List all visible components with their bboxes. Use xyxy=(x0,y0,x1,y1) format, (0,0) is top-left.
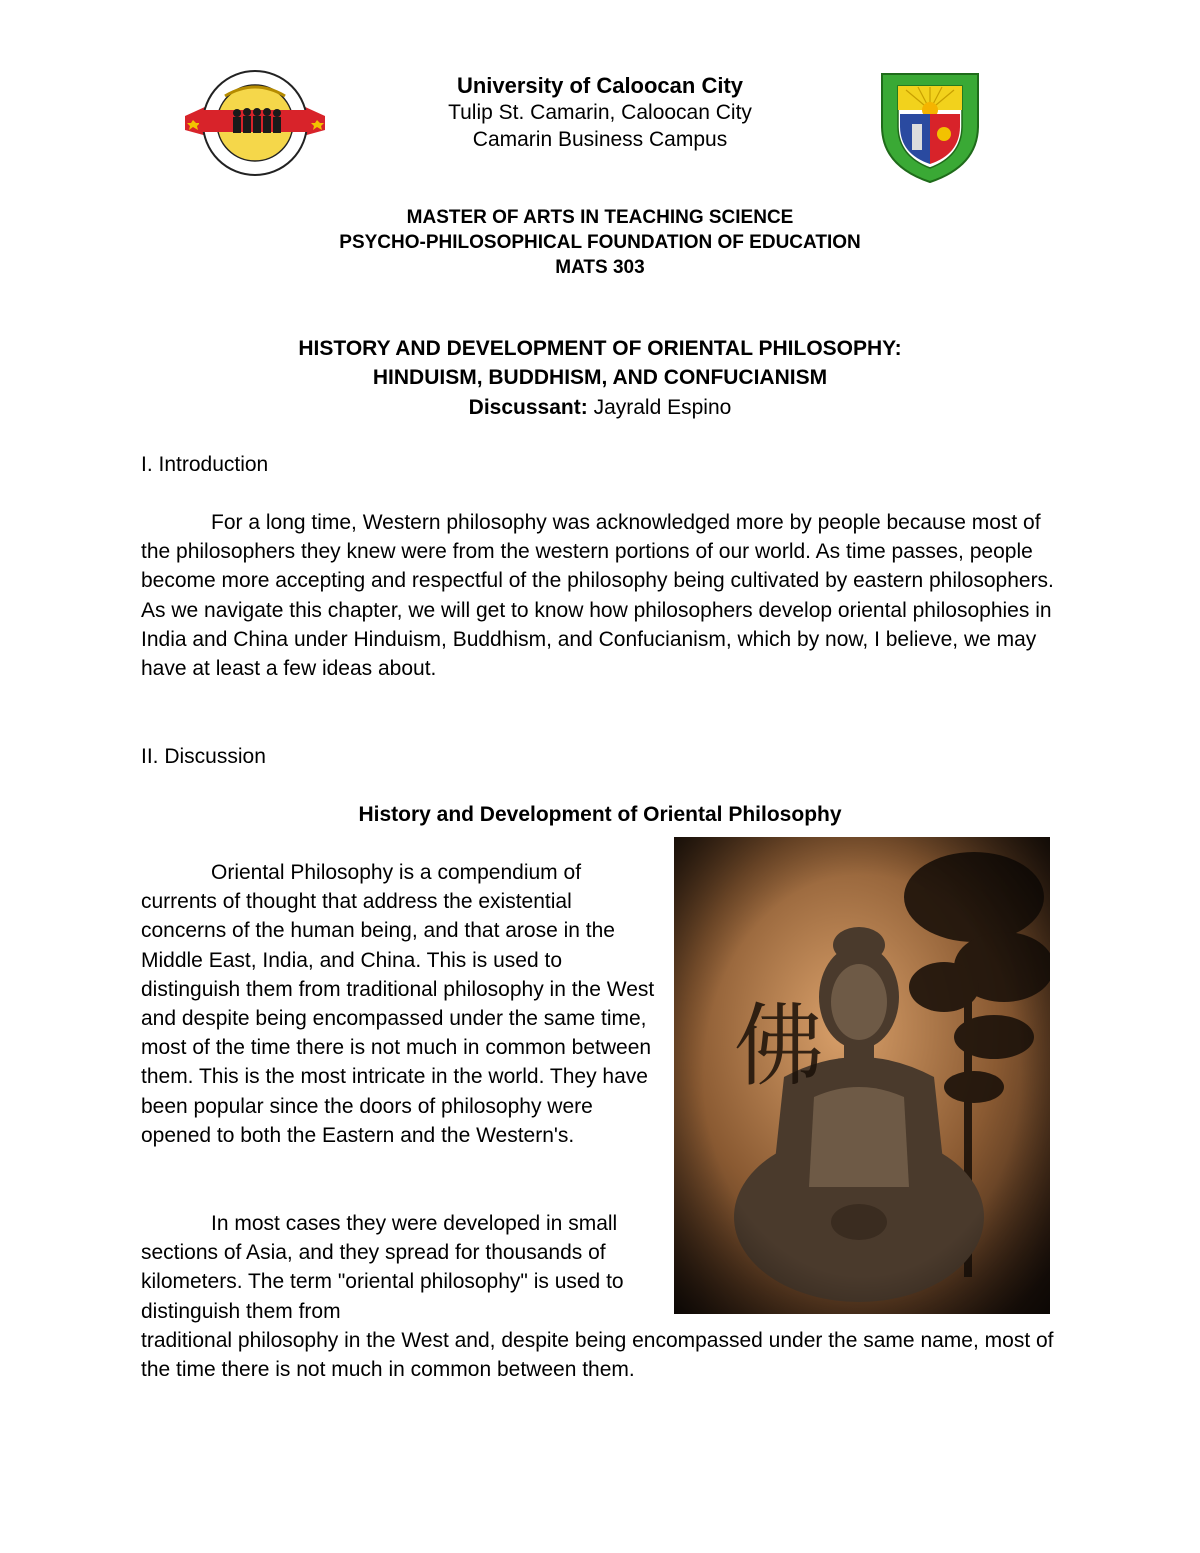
section-subheading: History and Development of Oriental Philosophy xyxy=(358,803,842,826)
buddha-statue-photo xyxy=(674,837,1050,1314)
topic-title-line-2: HINDUISM, BUDDHISM, AND CONFUCIANISM xyxy=(372,366,828,389)
topic-title-line-1: HISTORY AND DEVELOPMENT OF ORIENTAL PHILOSOPHY: xyxy=(298,337,902,360)
discussant-label: Discussant: xyxy=(468,396,588,419)
discussant-line xyxy=(150,393,1050,422)
university-address: Tulip St. Camarin, Caloocan City xyxy=(448,101,752,124)
degree-program: MASTER OF ARTS IN TEACHING SCIENCE xyxy=(406,207,794,228)
course-code: MATS 303 xyxy=(555,257,645,278)
discussion-heading: II. Discussion xyxy=(141,745,266,768)
university-campus: Camarin Business Campus xyxy=(472,128,728,151)
discussion-paragraph-2-wrapped: In most cases they were developed in small sections of Asia, and they spread for thousands of kilometers. The term "oriental philosophy" is used to distinguish them from xyxy=(141,1212,624,1323)
discussant-name: Jayrald Espino xyxy=(593,396,732,419)
university-name: University of Caloocan City xyxy=(456,73,744,98)
chinese-character-fo: 佛 xyxy=(734,994,824,1099)
course-title: PSYCHO-PHILOSOPHICAL FOUNDATION OF EDUCATION xyxy=(339,232,861,253)
intro-paragraph: For a long time, Western philosophy was acknowledged more by people because most of the philosophers they knew were from the western portions of our world. As time passes, people become more accepting and respectful of the philosophy being cultivated by eastern philosophers. As we navigate this chapter, we will get to know how philosophers develop oriental philosophies in India and China under Hinduism, Buddhism, and Confucianism, which by now, I believe, we may have at least a few ideas about. xyxy=(141,511,1054,681)
discussion-paragraph-2-continued: traditional philosophy in the West and, despite being encompassed under the same name, most of the time there is not much in common between them. xyxy=(141,1329,1054,1382)
discussion-paragraph-1: Oriental Philosophy is a compendium of currents of thought that address the existential concerns of the human being, and that arose in the Middle East, India, and China. This is used to distinguish them from traditional philosophy in the West and despite being encompassed under the same time, most of the time there is not much in common between them. This is the most intricate in the world. They have been popular since the doors of philosophy were opened to both the Eastern and the Western's. xyxy=(141,861,655,1147)
intro-heading: I. Introduction xyxy=(141,453,269,476)
